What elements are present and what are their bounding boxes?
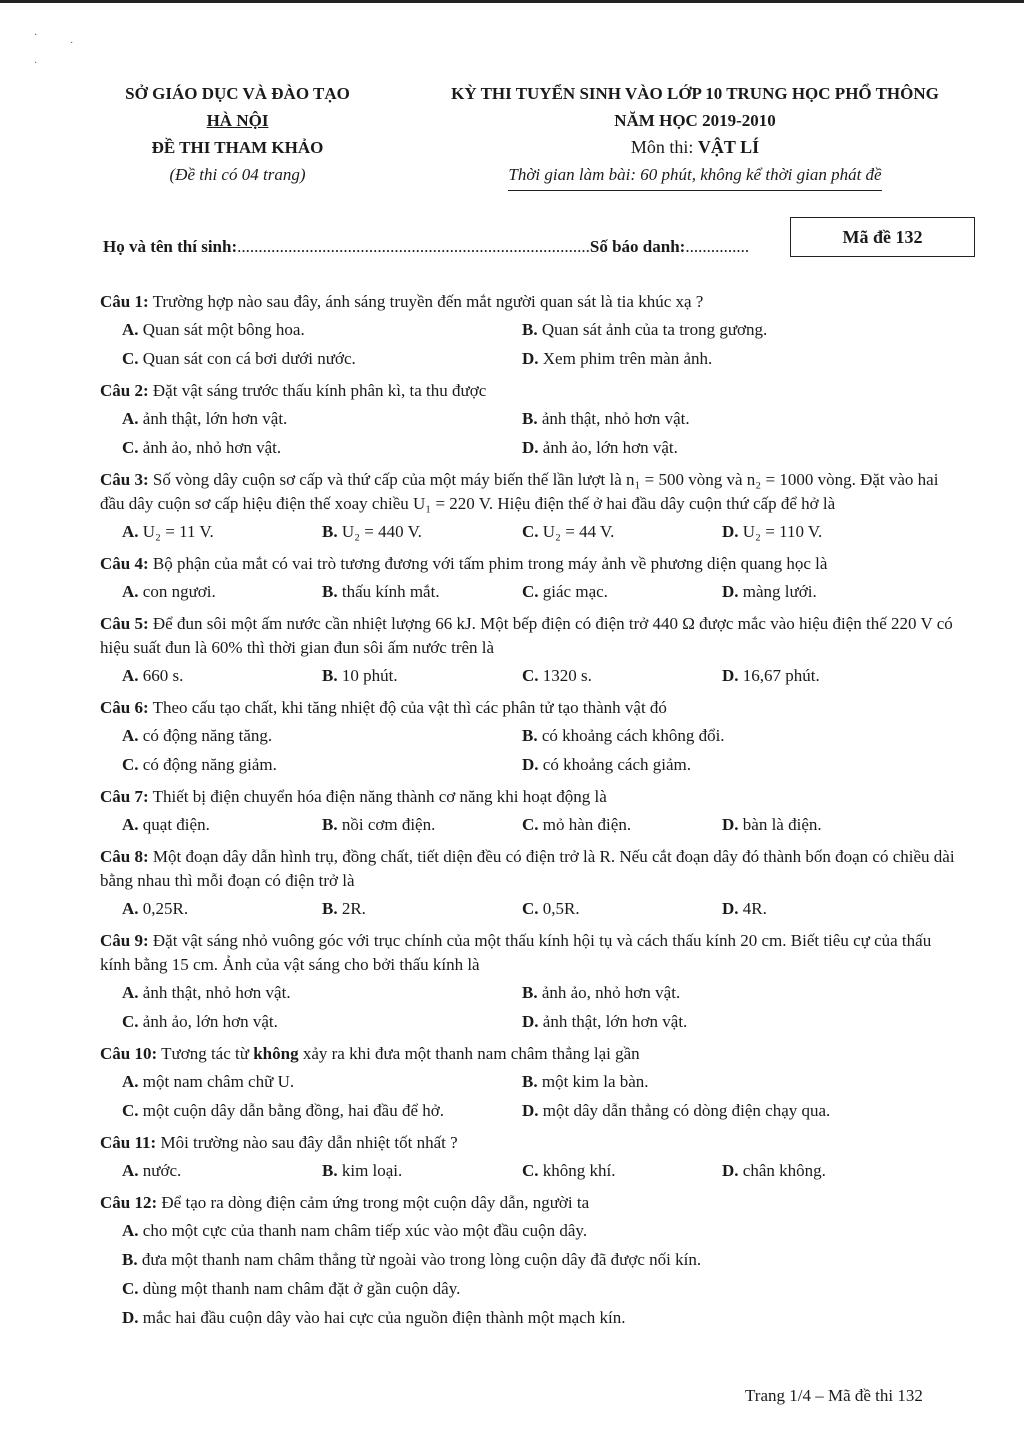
option-text: một nam châm chữ U.: [142, 1072, 295, 1091]
question-stem: Thiết bị điện chuyển hóa điện năng thành cơ năng khi hoạt động là: [152, 787, 607, 806]
option-text: ảnh thật, lớn hơn vật.: [142, 409, 288, 428]
question-text: [100, 696, 960, 720]
scan-speck: ·: [34, 58, 38, 69]
option-text: chân không.: [742, 1161, 826, 1180]
answer-option[interactable]: [522, 436, 922, 460]
answer-options: [100, 1159, 960, 1188]
option-text: U₂ = 110 V.: [742, 522, 823, 541]
option-key: C.: [122, 438, 139, 457]
answer-option[interactable]: [522, 1010, 922, 1034]
answer-option[interactable]: [522, 580, 722, 604]
answer-option[interactable]: [322, 580, 522, 604]
option-key: D.: [522, 755, 539, 774]
option-key: D.: [522, 1012, 539, 1031]
answer-option[interactable]: [122, 1159, 322, 1183]
option-key: C.: [122, 1101, 139, 1120]
option-key: C.: [522, 1161, 539, 1180]
option-key: C.: [522, 815, 539, 834]
option-key: C.: [522, 522, 539, 541]
option-key: A.: [122, 666, 139, 685]
option-key: B.: [522, 1072, 538, 1091]
question-stem-emphasis: không: [253, 1044, 299, 1063]
question-number: Câu 1:: [100, 292, 149, 311]
answer-option[interactable]: [522, 1099, 922, 1123]
question-block: [100, 468, 960, 549]
answer-option[interactable]: [122, 813, 322, 837]
option-key: B.: [122, 1250, 138, 1269]
option-text: có khoảng cách giảm.: [542, 755, 691, 774]
option-key: A.: [122, 1221, 139, 1240]
option-text: 660 s.: [142, 666, 184, 685]
answer-option[interactable]: [322, 813, 522, 837]
option-key: C.: [522, 666, 539, 685]
answer-option[interactable]: [522, 813, 722, 837]
question-text: [100, 1042, 960, 1066]
exam-code-box: [790, 217, 975, 257]
option-text: bàn là điện.: [742, 815, 822, 834]
question-block: [100, 612, 960, 693]
page-top-edge: [0, 0, 1024, 3]
option-text: cho một cực của thanh nam châm tiếp xúc vào một đầu cuộn dây.: [142, 1221, 588, 1240]
header-right: [410, 80, 980, 191]
question-block: [100, 929, 960, 1039]
option-key: B.: [322, 1161, 338, 1180]
question-block: [100, 1131, 960, 1188]
option-text: một kim la bàn.: [541, 1072, 649, 1091]
option-text: có khoảng cách không đổi.: [541, 726, 725, 745]
answer-option[interactable]: [122, 1219, 960, 1243]
question-text: [100, 552, 960, 576]
answer-option[interactable]: [522, 1070, 922, 1094]
question-text: [100, 290, 960, 314]
question-block: [100, 785, 960, 842]
option-key: D.: [522, 1101, 539, 1120]
option-key: A.: [122, 1072, 139, 1091]
answer-option[interactable]: [122, 1070, 522, 1094]
answer-options: [100, 580, 960, 609]
answer-options: [100, 724, 960, 782]
option-text: 4R.: [742, 899, 767, 918]
option-key: A.: [122, 582, 139, 601]
option-text: có động năng giảm.: [142, 755, 277, 774]
answer-option[interactable]: [722, 520, 922, 544]
answer-option[interactable]: [122, 1248, 960, 1272]
option-key: A.: [122, 409, 139, 428]
answer-option[interactable]: [522, 897, 722, 921]
option-text: một cuộn dây dẫn bằng đồng, hai đầu để hở.: [142, 1101, 445, 1120]
option-key: B.: [522, 983, 538, 1002]
question-text: [100, 1131, 960, 1155]
option-key: A.: [122, 1161, 139, 1180]
city-name: HÀ NỘI: [206, 111, 269, 130]
question-stem: Môi trường nào sau đây dẫn nhiệt tốt nhất ?: [160, 1133, 458, 1152]
answer-option[interactable]: [122, 981, 522, 1005]
name-field[interactable]: ...................................................................................: [237, 237, 590, 256]
answer-option[interactable]: [122, 897, 322, 921]
department-name: SỞ GIÁO DỤC VÀ ĐÀO TẠO: [125, 84, 350, 103]
option-text: ảnh thật, nhỏ hơn vật.: [142, 983, 291, 1002]
answer-options: [100, 318, 960, 376]
answer-option[interactable]: [522, 753, 922, 777]
question-number: Câu 11:: [100, 1133, 157, 1152]
question-stem: Một đoạn dây dẫn hình trụ, đồng chất, tiết diện đều có điện trở là R. Nếu cắt đoạn dây đó thành bốn đoạn có chiều dài bằng nhau thì mỗi đoạn có điện trở là: [100, 847, 955, 890]
question-text: [100, 468, 960, 516]
answer-option[interactable]: [722, 1159, 922, 1183]
question-block: [100, 552, 960, 609]
answer-options: [100, 520, 960, 549]
option-text: ảnh ảo, lớn hơn vật.: [542, 438, 678, 457]
question-text: [100, 785, 960, 809]
answer-options: [100, 407, 960, 465]
page-count-note: (Đề thi có 04 trang): [169, 165, 306, 184]
school-year: NĂM HỌC 2019-2010: [614, 111, 776, 130]
question-stem: Tương tác từ: [161, 1044, 254, 1063]
option-key: B.: [322, 666, 338, 685]
option-text: màng lưới.: [742, 582, 817, 601]
question-text: [100, 929, 960, 977]
question-block: [100, 379, 960, 465]
question-stem: Đặt vật sáng trước thấu kính phân kì, ta thu được: [152, 381, 487, 400]
answer-option[interactable]: [322, 1159, 522, 1183]
option-text: U₂ = 11 V.: [142, 522, 214, 541]
question-number: Câu 5:: [100, 614, 149, 633]
option-text: Quan sát một bông hoa.: [142, 320, 305, 339]
option-text: thấu kính mắt.: [341, 582, 440, 601]
question-stem: Số vòng dây cuộn sơ cấp và thứ cấp của một máy biến thế lần lượt là n₁ = 500 vòng và n₂ = 1000 vòng. Đặt vào hai đầu dây cuộn sơ cấp hiệu điện thế xoay chiều U₁ = 220 V. Hiệu điện thế ở hai đầu dây cuộn thứ cấp để hở là: [100, 470, 939, 513]
option-key: A.: [122, 983, 139, 1002]
option-key: D.: [722, 815, 739, 834]
option-text: Quan sát con cá bơi dưới nước.: [142, 349, 356, 368]
time-note: Thời gian làm bài: 60 phút, không kể thời gian phát đề: [508, 161, 881, 191]
option-text: mắc hai đầu cuộn dây vào hai cực của nguồn điện thành một mạch kín.: [142, 1308, 626, 1327]
option-text: 0,5R.: [542, 899, 580, 918]
option-text: 10 phút.: [341, 666, 398, 685]
option-text: ảnh ảo, nhỏ hơn vật.: [142, 438, 282, 457]
question-block: [100, 696, 960, 782]
option-text: nồi cơm điện.: [341, 815, 436, 834]
question-number: Câu 9:: [100, 931, 149, 950]
scan-speck: ·: [70, 38, 74, 49]
option-text: ảnh thật, nhỏ hơn vật.: [541, 409, 690, 428]
answer-option[interactable]: [522, 347, 922, 371]
answer-option[interactable]: [322, 520, 522, 544]
option-text: U₂ = 44 V.: [542, 522, 615, 541]
option-text: có động năng tăng.: [142, 726, 273, 745]
option-key: A.: [122, 726, 139, 745]
option-text: 2R.: [341, 899, 366, 918]
option-key: C.: [122, 755, 139, 774]
answer-option[interactable]: [122, 1099, 522, 1123]
answer-option[interactable]: [722, 813, 922, 837]
question-number: Câu 8:: [100, 847, 149, 866]
answer-option[interactable]: [322, 664, 522, 688]
option-text: 16,67 phút.: [742, 666, 820, 685]
option-text: 0,25R.: [142, 899, 189, 918]
option-text: kim loại.: [341, 1161, 403, 1180]
question-number: Câu 2:: [100, 381, 149, 400]
header-left: [95, 80, 380, 188]
answer-option[interactable]: [122, 1277, 960, 1301]
option-key: C.: [122, 349, 139, 368]
question-stem: Theo cấu tạo chất, khi tăng nhiệt độ của vật thì các phân tử tạo thành vật đó: [152, 698, 667, 717]
answer-option[interactable]: [122, 580, 322, 604]
answer-options: [100, 813, 960, 842]
option-text: Xem phim trên màn ảnh.: [542, 349, 713, 368]
question-text: [100, 845, 960, 893]
subject-line: [410, 134, 980, 161]
answer-option[interactable]: [722, 897, 922, 921]
question-stem: Đặt vật sáng nhỏ vuông góc với trục chính của một thấu kính hội tụ và cách thấu kính 20 cm. Biết tiêu cự của thấu kính bằng 15 cm. Ảnh của vật sáng cho bởi thấu kính là: [100, 931, 932, 974]
question-text: [100, 1191, 960, 1215]
subject-label: Môn thi:: [630, 137, 694, 157]
option-key: C.: [122, 1012, 139, 1031]
exam-type: ĐỀ THI THAM KHẢO: [151, 138, 324, 157]
answer-option[interactable]: [522, 664, 722, 688]
option-key: B.: [322, 899, 338, 918]
question-stem: Bộ phận của mắt có vai trò tương đương với tấm phim trong máy ảnh về phương diện quang học là: [152, 554, 828, 573]
option-key: B.: [522, 409, 538, 428]
answer-option[interactable]: [122, 347, 522, 371]
question-number: Câu 10:: [100, 1044, 158, 1063]
question-number: Câu 12:: [100, 1193, 158, 1212]
question-text: [100, 379, 960, 403]
id-label: Số báo danh:: [589, 237, 686, 256]
scan-speck: ·: [34, 30, 38, 41]
option-text: U₂ = 440 V.: [341, 522, 422, 541]
answer-option[interactable]: [122, 1306, 960, 1330]
answer-option[interactable]: [522, 407, 922, 431]
option-text: ảnh ảo, nhỏ hơn vật.: [541, 983, 681, 1002]
option-key: D.: [722, 899, 739, 918]
option-key: B.: [322, 815, 338, 834]
question-stem: Trường hợp nào sau đây, ánh sáng truyền đến mắt người quan sát là tia khúc xạ ?: [152, 292, 704, 311]
option-key: B.: [522, 320, 538, 339]
option-text: giác mạc.: [542, 582, 608, 601]
option-key: D.: [722, 582, 739, 601]
option-key: B.: [322, 582, 338, 601]
answer-option[interactable]: [522, 724, 922, 748]
answer-option[interactable]: [122, 1010, 522, 1034]
question-list: [100, 290, 960, 1338]
answer-option[interactable]: [122, 664, 322, 688]
option-key: D.: [122, 1308, 139, 1327]
option-text: một dây dẫn thẳng có dòng điện chạy qua.: [542, 1101, 831, 1120]
question-stem: xảy ra khi đưa một thanh nam châm thẳng lại gần: [298, 1044, 640, 1063]
option-key: A.: [122, 815, 139, 834]
answer-options: [100, 1070, 960, 1128]
option-key: D.: [522, 438, 539, 457]
page-footer: Trang 1/4 – Mã đề thi 132: [745, 1386, 923, 1405]
option-key: D.: [722, 1161, 739, 1180]
answer-option[interactable]: [722, 580, 922, 604]
subject-name: VẬT LÍ: [697, 137, 760, 157]
option-text: ảnh thật, lớn hơn vật.: [542, 1012, 688, 1031]
question-block: [100, 1191, 960, 1335]
option-text: Quan sát ảnh của ta trong gương.: [541, 320, 768, 339]
question-number: Câu 7:: [100, 787, 149, 806]
answer-option[interactable]: [122, 753, 522, 777]
answer-option[interactable]: [122, 407, 522, 431]
option-text: dùng một thanh nam châm đặt ở gần cuộn dây.: [142, 1279, 461, 1298]
answer-option[interactable]: [522, 981, 922, 1005]
answer-option[interactable]: [722, 664, 922, 688]
answer-option[interactable]: [322, 897, 522, 921]
answer-options: [100, 664, 960, 693]
answer-option[interactable]: [522, 1159, 722, 1183]
option-key: C.: [522, 899, 539, 918]
answer-option[interactable]: [122, 318, 522, 342]
question-number: Câu 6:: [100, 698, 149, 717]
answer-option[interactable]: [122, 724, 522, 748]
question-block: [100, 1042, 960, 1128]
id-field[interactable]: ...............: [685, 237, 750, 256]
option-text: nước.: [142, 1161, 182, 1180]
answer-options: [100, 897, 960, 926]
question-block: [100, 845, 960, 926]
question-block: [100, 290, 960, 376]
answer-options: [100, 981, 960, 1039]
option-text: con ngươi.: [142, 582, 216, 601]
answer-option[interactable]: [522, 318, 922, 342]
option-key: B.: [322, 522, 338, 541]
option-text: mỏ hàn điện.: [542, 815, 632, 834]
student-info-line: [103, 237, 749, 257]
name-label: Họ và tên thí sinh:: [103, 237, 238, 256]
answer-option[interactable]: [122, 436, 522, 460]
question-number: Câu 3:: [100, 470, 149, 489]
option-key: B.: [522, 726, 538, 745]
option-text: đưa một thanh nam châm thẳng từ ngoài vào trong lòng cuộn dây đã được nối kín.: [141, 1250, 702, 1269]
answer-option[interactable]: [122, 520, 322, 544]
question-stem: Để tạo ra dòng điện cảm ứng trong một cuộn dây dẫn, người ta: [161, 1193, 590, 1212]
answer-options: [100, 1219, 960, 1335]
option-text: quạt điện.: [142, 815, 210, 834]
question-stem: Để đun sôi một ấm nước cần nhiệt lượng 66 kJ. Một bếp điện có điện trở 440 Ω được mắc vào hiệu điện thế 220 V có hiệu suất đun là 60% thì thời gian đun sôi ấm nước trên là: [100, 614, 953, 657]
option-key: C.: [122, 1279, 139, 1298]
option-text: 1320 s.: [542, 666, 592, 685]
question-text: [100, 612, 960, 660]
option-key: A.: [122, 522, 139, 541]
option-key: A.: [122, 320, 139, 339]
option-key: D.: [722, 522, 739, 541]
exam-code: Mã đề 132: [842, 226, 923, 247]
answer-option[interactable]: [522, 520, 722, 544]
option-text: ảnh ảo, lớn hơn vật.: [142, 1012, 278, 1031]
option-key: C.: [522, 582, 539, 601]
option-key: A.: [122, 899, 139, 918]
question-number: Câu 4:: [100, 554, 149, 573]
option-key: D.: [722, 666, 739, 685]
option-text: không khí.: [542, 1161, 616, 1180]
exam-title: KỲ THI TUYỂN SINH VÀO LỚP 10 TRUNG HỌC PHỔ THÔNG: [451, 84, 939, 103]
option-key: D.: [522, 349, 539, 368]
